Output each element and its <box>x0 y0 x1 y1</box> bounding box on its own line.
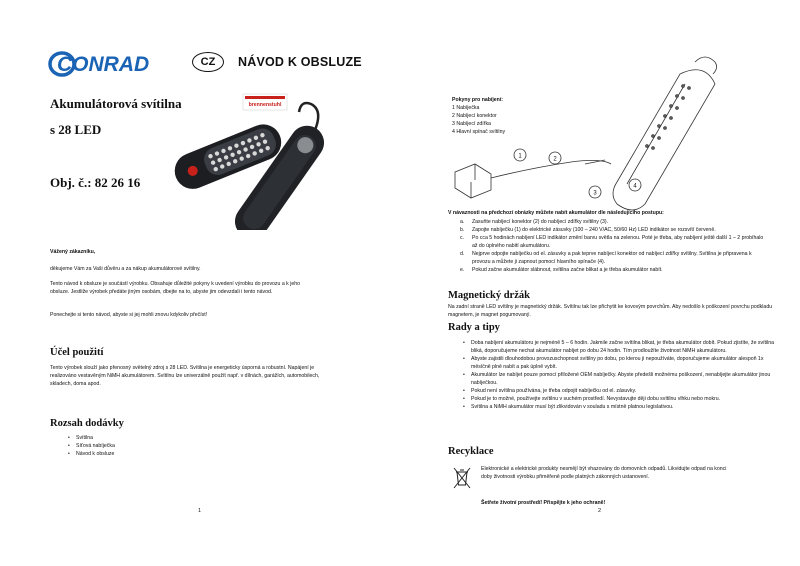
charging-heading: Pokyny pro nabíjení: <box>452 97 504 103</box>
tip-item: • Svítilna a NiMH akumulátor musí být zlikvidován v souladu s místně platnou legislativou. <box>465 403 783 411</box>
step-label: c. <box>460 235 465 241</box>
document-title: NÁVOD K OBSLUZE <box>238 55 362 69</box>
tips-heading: Rady a tipy <box>448 322 500 333</box>
step-row <box>460 218 770 226</box>
recycling-heading: Recyklace <box>448 446 494 457</box>
step-row <box>460 250 770 266</box>
charging-part: 1 Nabíječka <box>452 105 480 111</box>
tips-list <box>455 339 783 411</box>
charging-part: 4 Hlavní spínač svítilny <box>452 129 506 135</box>
magnet-text: Na zadní straně LED svítilny je magnetický držák. Svítilnu tak lze přichytit ke kovovým povrchům. Aby nedošlo k poškození povrchu podkladu magnetem, je magnet pogumovaný. <box>448 304 773 318</box>
step-label: a. <box>460 219 465 225</box>
charging-part: 2 Nabíjecí konektor <box>452 113 497 119</box>
delivery-item: • Síťová nabíječka <box>70 442 115 450</box>
tip-item: • Abyste zajistili dlouhodobou provozuschopnost svítilny po dobu, po kterou ji nepoužíváte, doporučujeme akumulátor alespoň 1x měsíčně plně nabít a pak úplně vybít. <box>465 355 783 371</box>
brand-badge-text: brennenstuhl <box>248 102 282 108</box>
tip-item: • Pokud je to možné, používejte svítilnu v suchém prostředí. Nevystavujte ději dobu svítilnu vlhku nebo mokru. <box>465 395 783 403</box>
order-number: Obj. č.: 82 26 16 <box>50 175 141 190</box>
steps-intro: V návaznosti na předchozí obrázky můžete nabít akumulátor dle následujícího postupu: <box>448 210 664 216</box>
recycling-note: Šetřete životní prostředí! Přispějte k jeho ochraně! <box>481 500 606 506</box>
tip-item: • Akumulátor lze nabíjet pouze pomocí přiložené OEM nabíječky. Abyste předešli možnému poškození, nenabíjejte akumulátor jinou nabíječkou. <box>465 371 783 387</box>
intro-paragraph-1: děkujeme Vám za Vaši důvěru a za nákup akumulátorové svítilny. <box>50 266 201 272</box>
step-row <box>460 234 770 250</box>
language-badge <box>192 52 224 72</box>
charger-outline <box>455 160 611 198</box>
step-text: Po cca 5 hodinách nabíjení LED indikátor změní barvu světla na zelenou. Poté je třeba, aby nabíjení ještě další 1 – 2 probíhalo až do úplného nabití akumulátoru. <box>472 235 764 249</box>
step-row <box>460 266 770 274</box>
recycling-text: Elektronické a elektrické produkty nesmějí být vhazovány do domovních odpadů. Likvidujte odpad na konci doby životnosti výrobku přiměřeně podle platných zákonných ustanovení. <box>481 466 727 480</box>
product-title-line2: s 28 LED <box>50 122 102 137</box>
step-label: d. <box>460 251 465 257</box>
conrad-logo <box>48 50 153 78</box>
tip-item: • Pokud není svítilna používána, je třeba odpojit nabíječku od el. zásuvky. <box>465 387 783 395</box>
page-number-1: 1 <box>198 508 202 514</box>
weee-bin-icon <box>452 466 472 490</box>
brand-text: CONRAD <box>57 53 150 76</box>
delivery-item: • Návod k obsluze <box>70 450 115 458</box>
page-number-2: 2 <box>598 508 602 514</box>
charging-part: 3 Nabíjecí zdířka <box>452 121 491 127</box>
step-row <box>460 226 770 234</box>
product-title-line1: Akumulátorová svítilna <box>50 96 182 111</box>
step-label: b. <box>460 227 465 233</box>
callout-3: 3 <box>593 190 597 197</box>
steps-list <box>460 218 770 274</box>
callout-4: 4 <box>633 183 637 190</box>
step-text: Pokud začne akumulátor slábnout, svítilna začne blikat a je třeba akumulátor nabít. <box>472 267 663 273</box>
callout-2: 2 <box>553 156 557 163</box>
purpose-heading: Účel použití <box>50 347 104 358</box>
step-text: Zapojte nabíječku (1) do elektrické zásuvky (100 – 240 V/AC, 50/60 Hz) LED indikátor se rozsvítí červeně. <box>472 227 716 233</box>
delivery-heading: Rozsah dodávky <box>50 418 124 429</box>
step-label: e. <box>460 267 465 273</box>
charging-parts <box>452 104 505 136</box>
callout-1: 1 <box>518 153 522 160</box>
step-text: Nejprve odpojte nabíječku od el. zásuvky a pak teprve nabíjecí konektor od nabíjecí zdířky svítilny. Svítilna je připravena k provozu a můžete ji zapnout pomocí hlavního spínače (4). <box>472 251 752 265</box>
delivery-item: • Svítilna <box>70 434 115 442</box>
language-code: CZ <box>200 56 216 68</box>
intro-paragraph-2: Tento návod k obsluze je součástí výrobku. Obsahuje důležité pokyny k uvedení výrobku do provozu a k jeho obsluze. Jestliže výrobek předáte jiným osobám, dbejte na to, abyste jim odevzdali i tento návod. <box>50 281 301 295</box>
magnet-heading: Magnetický držák <box>448 290 530 301</box>
greeting: Vážený zákazníku, <box>50 249 96 255</box>
tip-item: • Doba nabíjení akumulátoru je nejméně 5 – 6 hodin. Jakmile začne svítilna blikat, je třeba akumulátor dobít. Pokud zjistíte, že svítilna bliká, doporučujeme nechat akumulátor nabíjet po dobu 24 hodin. Tím prodloužíte životnost NiMH akumulátoru. <box>465 339 783 355</box>
intro-paragraph-3: Ponechejte si tento návod, abyste si jej mohli znovu kdykoliv přečíst! <box>50 312 208 318</box>
product-photo <box>165 90 350 230</box>
delivery-list <box>60 434 115 458</box>
purpose-text: Tento výrobek slouží jako přenosný světelný zdroj s 28 LED. Svítilna je energeticky úsporná a robustní. Napájení je realizováno vestavěným NiMH akumulátorem. Svítilnu lze univerzálně použít např. v dílnách, garážích, automobilech, skladech, doma apod. <box>50 365 320 387</box>
step-text: Zasuňte nabíjecí konektor (2) do nabíjecí zdířky svítilny (3). <box>472 219 609 225</box>
flashlight-outline <box>613 57 717 210</box>
